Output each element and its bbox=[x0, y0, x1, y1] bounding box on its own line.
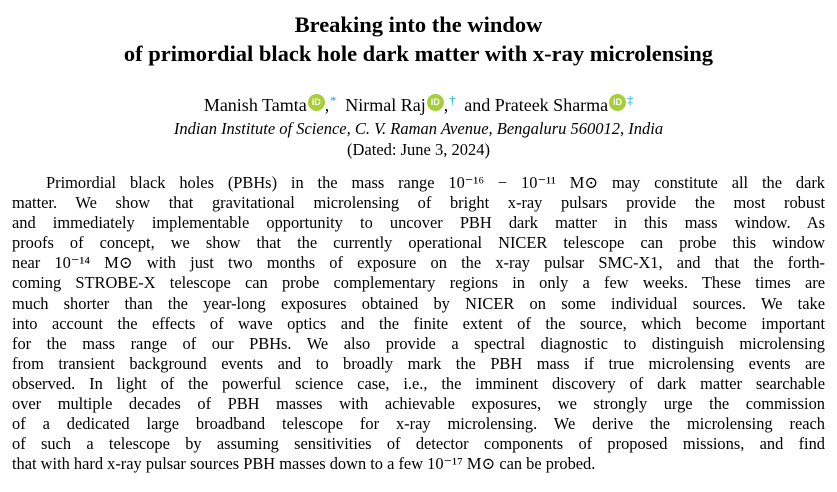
affiliation: Indian Institute of Science, C. V. Raman Avenue, Bengaluru 560012, India bbox=[173, 119, 664, 138]
author-name: Prateek Sharma bbox=[494, 95, 609, 115]
author-conjunction: and bbox=[464, 95, 491, 115]
abstract-line: coming STROBE-X telescope can probe complementary regions in only a few weeks. These times are bbox=[12, 273, 825, 293]
abstract-line: for the mass range of our PBHs. We also provide a spectral diagnostic to distinguish microlensing bbox=[12, 333, 825, 353]
abstract-line: Primordial black holes (PBHs) in the mass range 10⁻¹⁶ − 10⁻¹¹ M⊙ may constitute all the dark bbox=[46, 173, 825, 192]
abstract-line: into account the effects of wave optics and the finite extent of the source, which become important bbox=[12, 313, 825, 333]
footnote-mark[interactable]: ‡ bbox=[627, 93, 634, 107]
abstract-line: matter. We show that gravitational microlensing of bright x-ray pulsars provide the most robust bbox=[12, 193, 825, 213]
author-name: Manish Tamta bbox=[203, 95, 307, 115]
footnote-mark[interactable]: * bbox=[330, 93, 337, 107]
abstract-line: much shorter than the year-long exposures obtained by NICER on some individual sources. We take bbox=[12, 293, 825, 313]
abstract-line: from transient background events and to broadly mark the PBH mass if true microlensing events are bbox=[12, 353, 825, 373]
abstract-line: over multiple decades of PBH masses with achievable exposures, we strongly urge the commission bbox=[12, 394, 825, 414]
title-line-2: of primordial black hole dark matter with x-ray microlensing bbox=[123, 41, 714, 66]
abstract-line: of such a telescope by assuming sensitivities of detector components of proposed missions, and find bbox=[12, 434, 825, 454]
author-name: Nirmal Raj bbox=[345, 95, 426, 115]
abstract-line: and immediately implementable opportunity to uncover PBH dark matter in this mass window. As bbox=[12, 213, 825, 233]
orcid-icon[interactable]: iD bbox=[427, 94, 444, 111]
abstract-line: that with hard x-ray pulsar sources PBH masses down to a few 10⁻¹⁷ M⊙ can be probed. bbox=[12, 454, 596, 474]
abstract-line: observed. In light of the powerful science case, i.e., the imminent discovery of dark matter searchable bbox=[12, 373, 825, 393]
orcid-icon[interactable]: iD bbox=[308, 94, 325, 111]
paper-title bbox=[0, 10, 837, 68]
author-list: Manish Tamta iD ,* Nirmal Raj iD ,† and Prateek Sharma iD ‡ bbox=[203, 93, 634, 115]
abstract bbox=[12, 173, 825, 474]
orcid-icon[interactable]: iD bbox=[609, 94, 626, 111]
abstract-line: of a dedicated large broadband telescope for x-ray microlensing. We derive the microlensing reach bbox=[12, 414, 825, 434]
abstract-line: near 10⁻¹⁴ M⊙ with just two months of exposure on the x-ray pulsar SMC-X1, and that the forth- bbox=[12, 253, 825, 273]
footnote-mark[interactable]: † bbox=[449, 93, 456, 107]
date-line: (Dated: June 3, 2024) bbox=[347, 140, 490, 159]
abstract-line: proofs of concept, we show that the currently operational NICER telescope can probe this window bbox=[12, 233, 825, 253]
title-line-1: Breaking into the window bbox=[294, 12, 543, 37]
